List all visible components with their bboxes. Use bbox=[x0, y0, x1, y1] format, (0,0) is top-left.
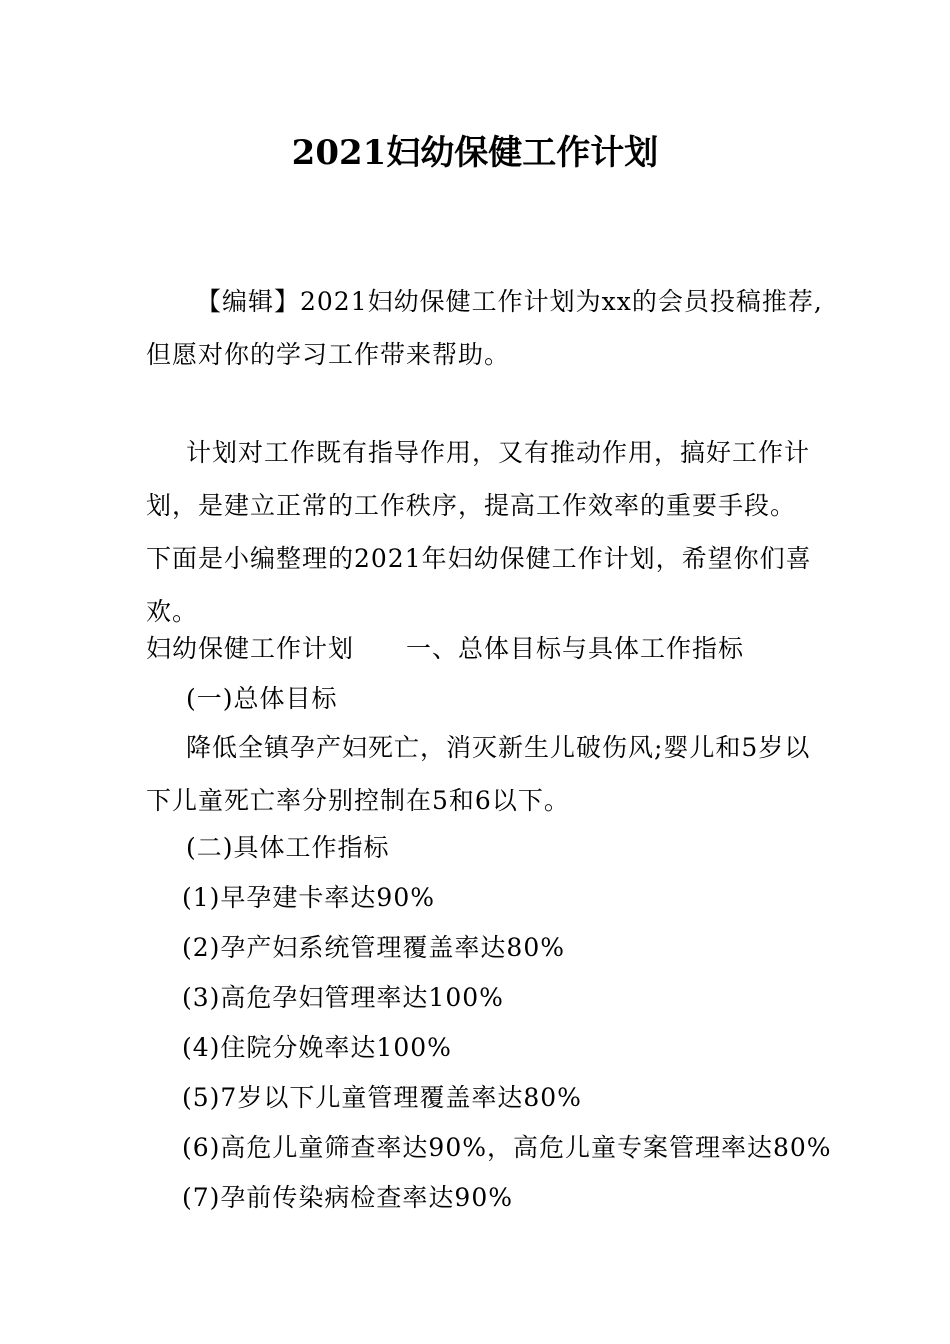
indicator-item: (5)7岁以下儿童管理覆盖率达80% bbox=[182, 1083, 582, 1112]
goal-line-1: 降低全镇孕产妇死亡，消灭新生儿破伤风;婴儿和5岁以 bbox=[186, 733, 811, 762]
purpose-line-3: 下面是小编整理的2021年妇幼保健工作计划，希望你们喜 bbox=[146, 544, 812, 573]
indicator-item: (7)孕前传染病检查率达90% bbox=[182, 1183, 513, 1212]
indicator-item: (1)早孕建卡率达90% bbox=[182, 883, 435, 912]
purpose-line-4: 欢。 bbox=[146, 597, 199, 626]
intro-line-1: 【编辑】2021妇幼保健工作计划为xx的会员投稿推荐, bbox=[196, 287, 823, 316]
purpose-line-1: 计划对工作既有指导作用，又有推动作用，搞好工作计 bbox=[186, 438, 811, 467]
indicator-item: (3)高危孕妇管理率达100% bbox=[182, 983, 504, 1012]
goal-line-2: 下儿童死亡率分别控制在5和6以下。 bbox=[146, 786, 570, 815]
subheading-overall-goal: (一)总体目标 bbox=[186, 684, 338, 713]
goal-paragraph bbox=[146, 721, 816, 827]
purpose-line-2: 划，是建立正常的工作秩序，提高工作效率的重要手段。 bbox=[146, 491, 797, 520]
indicator-item: (4)住院分娩率达100% bbox=[182, 1033, 452, 1062]
indicator-item: (6)高危儿童筛查率达90%，高危儿童专案管理率达80% bbox=[182, 1133, 832, 1162]
intro-line-2: 但愿对你的学习工作带来帮助。 bbox=[146, 340, 511, 369]
intro-paragraph bbox=[146, 275, 823, 381]
document-title: 2021妇幼保健工作计划 bbox=[291, 133, 659, 173]
purpose-paragraph bbox=[146, 426, 816, 638]
section-heading: 妇幼保健工作计划 一、总体目标与具体工作指标 bbox=[146, 634, 745, 663]
subheading-indicators: (二)具体工作指标 bbox=[186, 833, 390, 862]
indicator-item: (2)孕产妇系统管理覆盖率达80% bbox=[182, 933, 565, 962]
